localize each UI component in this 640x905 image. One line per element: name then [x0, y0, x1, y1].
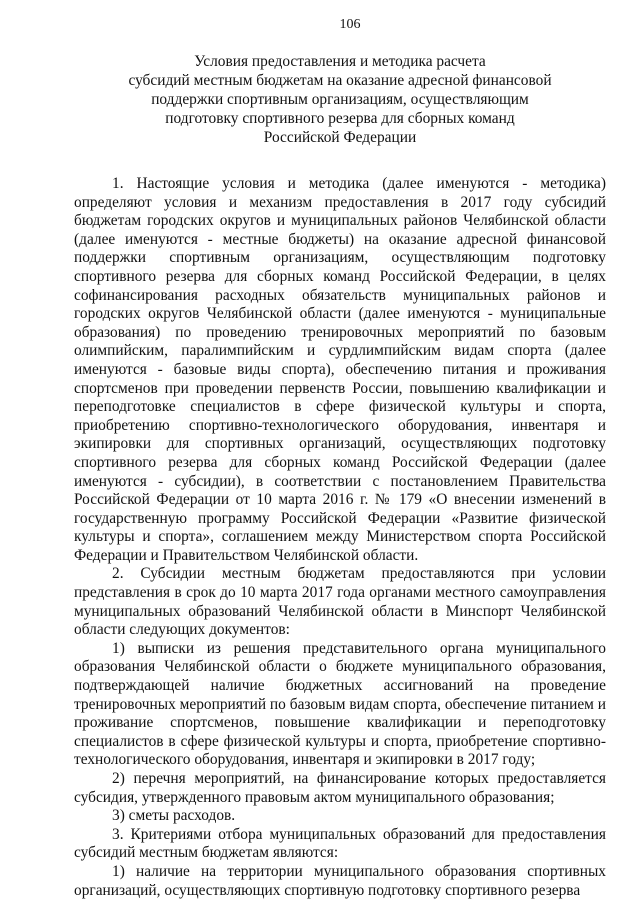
title-line: Условия предоставления и методика расчета [194, 53, 486, 70]
document-title [74, 52, 606, 147]
title-line: субсидий местным бюджетам на оказание адресной финансовой [128, 72, 552, 89]
list-item-2-2: 2) перечня мероприятий, на финансирование которых предоставляется субсидия, утвержденного правовым актом муниципального образования; [74, 770, 606, 806]
paragraph-3: 3. Критериями отбора муниципальных образований для предоставления субсидий местным бюджетам являются: [74, 825, 606, 862]
title-line: поддержки спортивным организациям, осуществляющим [151, 91, 529, 108]
paragraph-2: 2. Субсидии местным бюджетам предоставляются при условии представления в срок до 10 марта 2017 года органами местного самоуправления муниципальных образований Челябинской области в Минспорт Челябинской области следующих документов: [74, 565, 606, 639]
list-item-2-1: 1) выписки из решения представительного органа муниципального образования Челябинской области о бюджете муниципального образования, подтверждающей наличие бюджетных ассигнований на проведение тренировочных мероприятий по базовым видам спорта, обеспечение питанием и проживание спортсменов, повышение квалификации и переподготовку специалистов в сфере физической культуры и спорта, приобретение спортивно-технологического оборудования, инвентаря и экипировки в 2017 году; [74, 639, 606, 769]
title-line: Российской Федерации [263, 129, 417, 146]
list-item-3-1: 1) наличие на территории муниципального образования спортивных организаций, осуществляющих спортивную подготовку спортивного резерва [74, 862, 606, 899]
list-item-2-3: 3) сметы расходов. [112, 807, 236, 825]
title-line: подготовку спортивного резерва для сборных команд [165, 110, 515, 127]
page-number: 106 [339, 17, 361, 32]
document-body [74, 175, 606, 900]
paragraph-1: 1. Настоящие условия и методика (далее именуются - методика) определяют условия и механизм предоставления в 2017 году субсидий бюджетам городских округов и муниципальных районов Челябинской области (далее именуются - местные бюджеты) на оказание адресной финансовой поддержки спортивным организациям, осуществляющим подготовку спортивного резерва для сборных команд Российской Федерации, в целях софинансирования расходных обязательств муниципальных районов и городских округов Челябинской области (далее именуются - муниципальные образования) по проведению тренировочных мероприятий по базовым олимпийским, паралимпийским и сурдлимпийским видам спорта (далее именуются - базовые виды спорта), обеспечению питания и проживания спортсменов при проведении первенств России, повышению квалификации и переподготовке специалистов в сфере физической культуры и спорта, приобретению спортивно-технологического оборудования, инвентаря и экипировки для спортивных организаций, осуществляющих подготовку спортивного резерва для сборных команд Российской Федерации (далее именуются - субсидии), в соответствии с постановлением Правительства Российской Федерации от 10 марта 2016 г. № 179 «О внесении изменений в государственную программу Российской Федерации «Развитие физической культуры и спорта», соглашением между Министерством спорта Российской Федерации и Правительством Челябинской области. [74, 175, 606, 564]
